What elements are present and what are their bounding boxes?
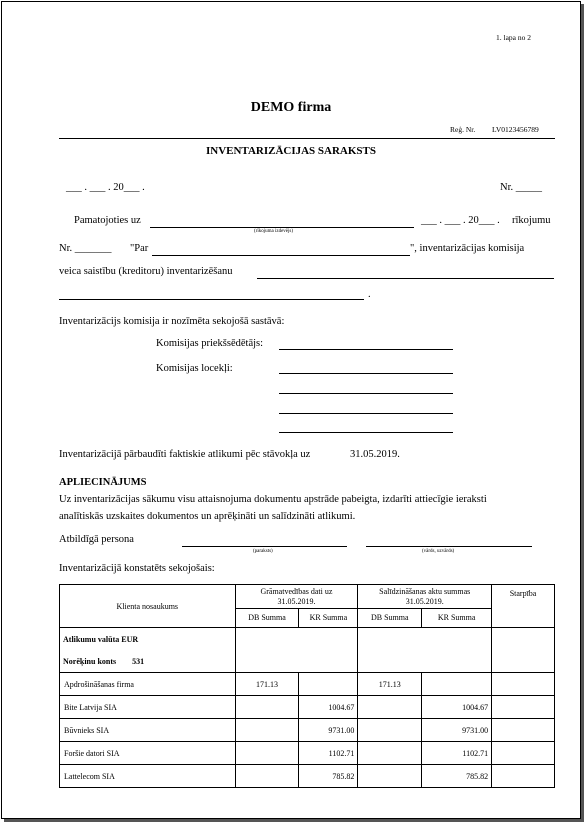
company-name: DEMO firma: [250, 100, 332, 115]
diff-cell: [492, 696, 555, 719]
client-name-cell: Bite Latvija SIA: [60, 696, 236, 719]
reg-number: LV0123456789: [492, 125, 539, 134]
member-line-4[interactable]: [279, 432, 453, 433]
order-tail: ", inventarizācijas komisija: [410, 243, 525, 254]
table-row: [60, 719, 555, 742]
client-name-cell: Būvnieks SIA: [60, 719, 236, 742]
member-line-1[interactable]: [279, 373, 453, 374]
blank-cell: [358, 650, 492, 673]
books-db-cell: 171.13: [235, 673, 299, 696]
col-client: Klienta nosaukums: [60, 585, 236, 628]
doc-title: INVENTARIZĀCIJAS SARAKSTS: [205, 145, 377, 157]
order-suffix: rīkojumu: [512, 215, 551, 226]
diff-cell: [492, 742, 555, 765]
col-recon: [358, 585, 492, 609]
client-name-cell: Foršie datori SIA: [60, 742, 236, 765]
date-field[interactable]: ___ . ___ . 20___ .: [66, 182, 145, 193]
client-name-cell: Lattelecom SIA: [60, 765, 236, 788]
chair-label: Komisijas priekšsēdētājs:: [156, 338, 264, 349]
responsible-label: Atbildīgā persona: [59, 534, 134, 545]
basis-prefix: Pamatojoties uz: [74, 215, 141, 226]
recon-kr-cell: 785.82: [422, 765, 492, 788]
blank-cell: [492, 628, 555, 651]
found-label: Inventarizācijā konstatēts sekojošais:: [59, 563, 215, 574]
recon-kr-cell: 1102.71: [422, 742, 492, 765]
certify-text-1: Uz inventarizācijas sākumu visu attaisnojuma dokumentu apstrāde pabeigta, izdarīti attiecīgie ieraksti: [59, 494, 487, 505]
blank-cell: [358, 628, 492, 651]
table-row: [60, 742, 555, 765]
diff-cell: [492, 719, 555, 742]
client-name-cell: Apdrošināšanas firma: [60, 673, 236, 696]
recon-kr-cell: 1004.67: [422, 696, 492, 719]
account-row: [60, 650, 236, 673]
certify-text-2: analītiskās uzskaites dokumentos un aprēķināti un salīdzināti atlikumi.: [59, 511, 356, 522]
commission-intro: Inventarizācijs komisija ir nozīmēta sekojošā sastāvā:: [59, 316, 285, 327]
reg-label: Reģ. Nr.: [450, 125, 476, 134]
books-db-cell: [235, 742, 299, 765]
books-kr-cell: 785.82: [299, 765, 358, 788]
checked-text: Inventarizācijā pārbaudīti faktiskie atlikumi pēc stāvokļa uz: [59, 449, 311, 460]
diff-cell: [492, 765, 555, 788]
currency-row: Atlikumu valūta EUR: [60, 628, 236, 651]
order-subject-line[interactable]: [152, 255, 410, 256]
col-books: [235, 585, 358, 609]
scope-label: veica saistību (kreditoru) inventarizēšanu: [59, 266, 233, 277]
books-kr-cell: 9731.00: [299, 719, 358, 742]
account-number: 531: [132, 656, 145, 666]
certify-title: APLIECINĀJUMS: [59, 477, 147, 488]
checked-date: 31.05.2019.: [350, 449, 400, 460]
order-date-field[interactable]: ___ . ___ . 20___ .: [421, 215, 500, 226]
col-books-date: 31.05.2019.: [277, 597, 316, 607]
col-diff: Starpība: [492, 585, 555, 628]
name-line[interactable]: [366, 546, 532, 547]
col-recon-date: 31.05.2019.: [405, 597, 444, 607]
recon-db-cell: [358, 742, 422, 765]
table-row: [60, 765, 555, 788]
recon-db-cell: [358, 765, 422, 788]
table-row: [60, 673, 555, 696]
col-books-title: Grāmatvedības dati uz: [260, 587, 333, 597]
blank-cell: [492, 650, 555, 673]
document-page: [1, 1, 581, 819]
books-kr-cell: 1102.71: [299, 742, 358, 765]
recon-db-cell: [358, 696, 422, 719]
header-divider: [59, 138, 555, 139]
col-recon-title: Salīdzināšanas aktu summas: [379, 587, 471, 597]
member-line-3[interactable]: [279, 413, 453, 414]
col-books-db: DB Summa: [235, 608, 299, 627]
books-kr-cell: [299, 673, 358, 696]
col-recon-db: DB Summa: [358, 608, 422, 627]
blank-cell: [235, 650, 358, 673]
diff-cell: [492, 673, 555, 696]
issuer-line[interactable]: [150, 227, 414, 228]
order-par: "Par: [130, 243, 149, 254]
signature-hint: (paraksts): [253, 549, 273, 554]
recon-db-cell: 171.13: [358, 673, 422, 696]
scope-end: .: [368, 289, 371, 300]
number-field[interactable]: Nr. _____: [500, 182, 542, 193]
recon-kr-cell: 9731.00: [422, 719, 492, 742]
books-kr-cell: 1004.67: [299, 696, 358, 719]
member-line-2[interactable]: [279, 393, 453, 394]
name-hint: (vārds, uzvārds): [422, 549, 455, 554]
books-db-cell: [235, 696, 299, 719]
signature-line[interactable]: [182, 546, 347, 547]
account-label: Norēķinu konts: [63, 656, 117, 666]
inventory-table: [59, 584, 555, 788]
recon-kr-cell: [422, 673, 492, 696]
issuer-hint: (rīkojuma izdevējs): [254, 229, 294, 234]
books-db-cell: [235, 719, 299, 742]
col-recon-kr: KR Summa: [422, 608, 492, 627]
chair-line[interactable]: [279, 349, 453, 350]
order-number-field[interactable]: Nr. _______: [59, 243, 112, 254]
recon-db-cell: [358, 719, 422, 742]
col-books-kr: KR Summa: [299, 608, 358, 627]
table-row: [60, 696, 555, 719]
blank-cell: [235, 628, 358, 651]
scope-line[interactable]: [257, 278, 554, 279]
books-db-cell: [235, 765, 299, 788]
members-label: Komisijas locekļi:: [156, 363, 233, 374]
page-number: 1. lapa no 2: [496, 33, 531, 42]
scope-line-2[interactable]: [59, 299, 364, 300]
